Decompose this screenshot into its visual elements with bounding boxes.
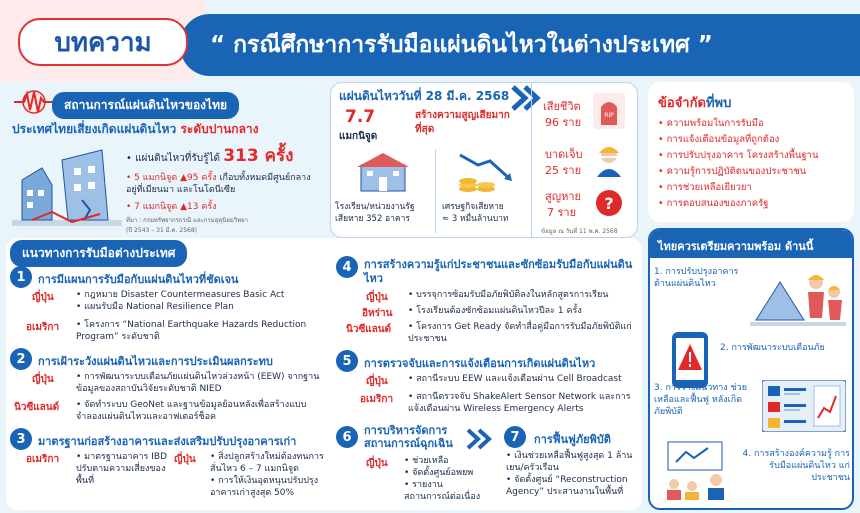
step-3-japan-items xyxy=(210,451,326,499)
step-5-japan-items xyxy=(408,373,636,385)
step-3 xyxy=(10,428,326,508)
step-4-item: • โครงการ Get Ready จัดทำสื่อคู่มือการรับมือภัยพิบัติแก่ประชาชน xyxy=(408,321,636,345)
step-2-item: • การพัฒนาระบบเตือนภัยแผ่นดินไหวล่วงหน้า (EEW) จากฐานข้อมูลของสถาบันวิจัยระดับชาติ NIED xyxy=(76,371,326,395)
economic-label: เศรษฐกิจเสียหาย xyxy=(442,202,504,212)
mag5-note: เกือบทั้งหมดมีศูนย์กลางอยู่ที่เมียนมา และโนโดนีเซีย xyxy=(126,173,311,195)
header-title-bar xyxy=(180,14,860,76)
step-2 xyxy=(10,348,326,426)
step-3-number: 3 xyxy=(10,428,32,450)
limitations-list xyxy=(658,116,850,212)
double-chevron-icon xyxy=(511,85,543,111)
coins-down-icon xyxy=(456,151,516,195)
step-4-nz-items xyxy=(408,321,636,345)
event-panel xyxy=(330,82,638,238)
step-3-america-items xyxy=(76,451,172,487)
mag7-label: • 7 แมกนิจูด xyxy=(126,202,177,212)
mag5-label: • 5 แมกนิจูด xyxy=(126,173,177,183)
dead-value: 96 ราย xyxy=(545,116,582,129)
country-japan: ญี่ปุ่น xyxy=(366,376,388,387)
country-japan: ญี่ปุ่น xyxy=(366,458,388,469)
step-4-item: • โรงเรียนต้องซักซ้อมแผ่นดินไหวปีละ 1 ครั้ง xyxy=(408,305,636,317)
question-mark-icon xyxy=(595,189,623,217)
svg-text:RIP: RIP xyxy=(604,112,614,119)
page-title: “ กรณีศึกษาการรับมือแผ่นดินไหวในต่างประเทศ ” xyxy=(210,32,713,58)
step-5-item: • สถานีระบบ EEW และแจ้งเตือนผ่าน Cell Broadcast xyxy=(408,373,636,385)
step-4-japan-items xyxy=(408,289,636,301)
step-5 xyxy=(336,350,636,420)
step-2-title: การเฝ้าระวังแผ่นดินไหวและการประเมินผลกระทบ xyxy=(38,355,273,368)
step-5-item: • สถานีตรวจจับ ShakeAlert Sensor Network และการแจ้งเตือนผ่าน Wireless Emergency Alerts xyxy=(408,391,636,415)
prep-item-4: 4. การสร้างองค์ความรู้ การรับมือแผ่นดินไหว แก่ประชาชน xyxy=(742,449,850,483)
limitation-item: • การปรับปรุงอาคาร โครงสร้างพื้นฐาน xyxy=(658,148,850,164)
building-damage-card xyxy=(335,151,431,233)
felt-count: 313 ครั้ง xyxy=(223,146,294,166)
step-7-item: • จัดตั้งศูนย์ “Reconstruction Agency” ประสานงานในพื้นที่ xyxy=(506,474,640,498)
country-japan: ญี่ปุ่น xyxy=(174,454,196,465)
limitations-panel xyxy=(648,82,854,222)
step-1-item: • กฎหมาย Disaster Countermeasures Basic Act xyxy=(76,289,326,301)
thai-situation-heading: สถานการณ์แผ่นดินไหวของไทย xyxy=(52,92,239,119)
limitations-title xyxy=(658,92,731,113)
limitations-title-main: ข้อจำกัด xyxy=(658,96,706,111)
step-6 xyxy=(336,424,481,508)
building-value: เสียหาย 352 อาคาร xyxy=(335,214,410,224)
mag5-count: ▲95 ครั้ง xyxy=(180,173,217,183)
step-7 xyxy=(500,424,640,508)
event-date-title: แผ่นดินไหววันที่ 28 มี.ค. 2568 xyxy=(339,89,510,103)
construction-workers-icon xyxy=(750,262,846,326)
injured-label: บาดเจ็บ xyxy=(545,148,583,161)
step-1-number: 1 xyxy=(10,266,32,288)
source-note: ที่มา : กรมทรัพยากรธรณี และกรมอุตุนิยมวิทยา xyxy=(126,217,249,224)
economic-value: ≈ 3 หมื่นล้านบาท xyxy=(442,214,509,224)
building-label: โรงเรียน/หน่วยงานรัฐ xyxy=(335,202,415,212)
article-tag xyxy=(18,18,188,66)
step-6-item: • ช่วยเหลือ xyxy=(404,455,484,467)
collapsed-building-icon xyxy=(12,140,122,226)
step-1-item: • แผนรับมือ National Resilience Plan xyxy=(76,301,326,313)
classroom-teacher-icon xyxy=(658,440,732,500)
step-5-title: การตรวจจับและการแจ้งเตือนการเกิดแผ่นดินไหว xyxy=(364,357,596,370)
step-3-item: • มาตรฐานอาคาร IBD ปรับตามความเสี่ยงของพื้นที่ xyxy=(76,451,172,487)
step-5-america-items xyxy=(408,391,636,415)
prep-item-1: 1. การปรับปรุงอาคาร ต้านแผ่นดินไหว xyxy=(654,267,739,289)
step-4-number: 4 xyxy=(336,256,358,278)
period-note: (ปี 2543 – 31 มี.ค. 2568) xyxy=(126,227,197,234)
approaches-title: แนวทางการรับมือต่างประเทศ xyxy=(10,240,187,267)
injured-worker-icon xyxy=(593,141,625,177)
as-of-note: ข้อมูล ณ วันที่ 11 พ.ค. 2568 xyxy=(541,228,618,235)
step-4-title: การสร้างความรู้แก่ประชาชนและซักซ้อมรับมือกับแผ่นดินไหว xyxy=(364,258,633,285)
step-1-item: • โครงการ “National Earthquake Hazards Reduction Program” ระดับชาติ xyxy=(76,319,326,343)
country-america: อเมริกา xyxy=(26,322,60,333)
step-2-item: • จัดทำระบบ GeoNet และฐานข้อมูลย้อนหลังเพื่อสร้างแบบจำลองแผ่นดินไหวและอาฟเตอร์ช็อค xyxy=(76,399,326,423)
step-3-item: • การให้เงินอุดหนุนปรับปรุงอาคารเก่าสูงสุด 50% xyxy=(210,475,326,499)
country-japan: ญี่ปุ่น xyxy=(366,292,388,303)
felt-line xyxy=(126,142,318,169)
thai-prep-panel xyxy=(648,228,854,510)
country-japan: ญี่ปุ่น xyxy=(32,374,54,385)
step-1-title: การมีแผนการรับมือกับแผ่นดินไหวที่ชัดเจน xyxy=(38,273,239,286)
step-6-item: • รายงานสถานการณ์ต่อเนื่อง xyxy=(404,479,484,503)
dead-label: เสียชีวิต xyxy=(543,100,581,113)
warning-phone-icon xyxy=(662,330,718,390)
mag7-line xyxy=(126,199,318,213)
step-1-america-items xyxy=(76,319,326,343)
plan-board-icon xyxy=(762,380,846,432)
step-4-item: • บรรจุการซ้อมรับมือภัยพิบัติลงในหลักสูตรการเรียน xyxy=(408,289,636,301)
step-7-items xyxy=(506,450,640,498)
step-2-number: 2 xyxy=(10,348,32,370)
event-damage-title: สร้างความสูญเสียมากที่สุด xyxy=(415,110,510,135)
step-3-item: • สิ่งปลูกสร้างใหม่ต้องทนการสั่นไหว 6 – 7 แมกนิจูด xyxy=(210,451,326,475)
country-new-zealand: นิวซีแลนด์ xyxy=(14,402,60,413)
limitation-item: • การแจ้งเตือนข้อมูลที่ถูกต้อง xyxy=(658,132,850,148)
step-6-item: • จัดตั้งศูนย์อพยพ xyxy=(404,467,484,479)
step-1-japan-items xyxy=(76,289,326,313)
step-6-title: การบริหารจัดการสถานการณ์ฉุกเฉิน xyxy=(364,424,453,450)
injured-value: 25 ราย xyxy=(545,164,582,177)
risk-line xyxy=(12,120,259,139)
limitation-item: • ความรู้การปฏิบัติตนของประชาชน xyxy=(658,164,850,180)
felt-quakes xyxy=(126,142,318,235)
thai-prep-title: ไทยควรเตรียมความพร้อม ด้านนี้ xyxy=(658,240,814,253)
mag5-line xyxy=(126,172,318,196)
step-2-japan-items xyxy=(76,371,326,395)
risk-prefix: ประเทศไทยเสี่ยงเกิดแผ่นดินไหว xyxy=(12,122,177,136)
step-7-number: 7 xyxy=(504,426,526,448)
seismograph-icon xyxy=(12,90,56,114)
country-iran: อิหร่าน xyxy=(362,308,393,319)
step-2-nz-items xyxy=(76,399,326,423)
step-6-number: 6 xyxy=(336,426,358,448)
limitation-item: • การช่วยเหลือเยียวยา xyxy=(658,180,850,196)
step-3-title: มาตรฐานก่อสร้างอาคารและส่งเสริมปรับปรุงอาคารเก่า xyxy=(38,435,297,448)
step-6-japan-items xyxy=(404,455,484,503)
limitation-item: • การตอบสนองของภาครัฐ xyxy=(658,196,850,212)
event-magnitude-unit: แมกนิจูด xyxy=(339,131,378,142)
country-new-zealand: นิวซีแลนด์ xyxy=(346,324,392,335)
limitation-item: • ความพร้อมในการรับมือ xyxy=(658,116,850,132)
step-4 xyxy=(336,256,636,348)
step-7-item: • เงินช่วยเหลือฟื้นฟูสูงสุด 1 ล้านเยน/ครัวเรือน xyxy=(506,450,640,474)
step-1 xyxy=(10,266,326,346)
double-chevron-icon xyxy=(466,428,496,450)
risk-level: ระดับปานกลาง xyxy=(180,122,259,136)
thai-situation-section xyxy=(12,88,318,234)
prep-item-2: 2. การพัฒนาระบบเตือนภัย xyxy=(720,343,825,353)
limitations-title-accent: ที่พบ xyxy=(705,96,732,111)
step-5-number: 5 xyxy=(336,350,358,372)
missing-value: 7 ราย xyxy=(547,206,577,219)
mag7-count: ▲13 ครั้ง xyxy=(180,202,217,212)
tombstone-icon xyxy=(593,93,625,129)
article-tag-label: บทความ xyxy=(54,27,152,58)
event-magnitude: 7.7 xyxy=(345,107,376,127)
school-building-icon xyxy=(355,151,411,193)
step-4-iran-items xyxy=(408,305,636,317)
step-7-title: การฟื้นฟูภัยพิบัติ xyxy=(534,433,611,446)
country-america: อเมริกา xyxy=(360,394,394,405)
svg-text:?: ? xyxy=(604,194,614,213)
felt-prefix: • แผ่นดินไหวที่รับรู้ได้ xyxy=(126,153,220,164)
prep-item-3: 3. การวางแนวทาง ช่วยเหลือและฟื้นฟู หลังเกิดภัยพิบัติ xyxy=(654,383,747,417)
missing-label: สูญหาย xyxy=(545,190,581,203)
country-america: อเมริกา xyxy=(26,454,60,465)
economic-damage-card xyxy=(435,149,529,233)
country-japan: ญี่ปุ่น xyxy=(32,292,54,303)
